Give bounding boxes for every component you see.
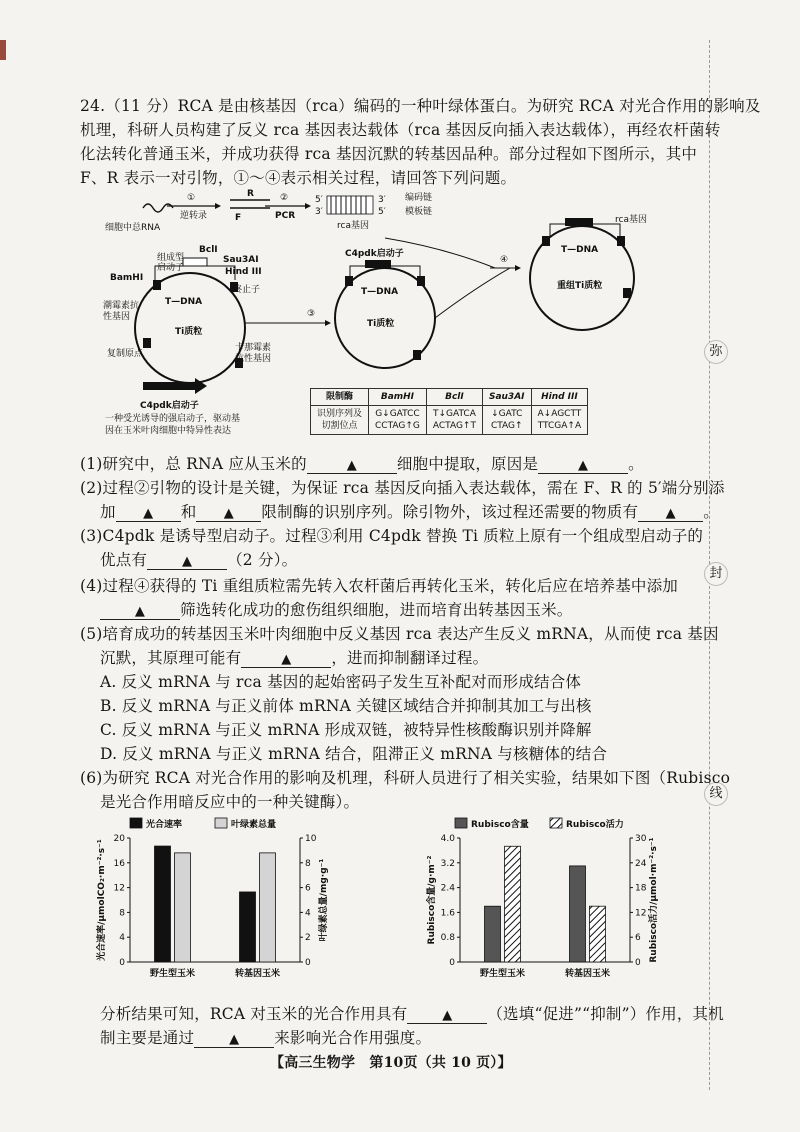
t-dna-label-recomb: T—DNA <box>561 245 599 255</box>
total-rna-label: 细胞中总RNA <box>105 223 161 233</box>
marker-mid-b <box>413 350 421 360</box>
question-line-1: 24.（11 分）RCA 是由核基因（rca）编码的一种叶绿体蛋白。为研究 RCA 对光合作用的影响及 <box>80 97 761 115</box>
enzyme-header-3: Sau3AI <box>482 389 531 406</box>
q4-line-1: (4)过程④获得的 Ti 重组质粒需先转入农杆菌后再转化玉米，转化后应在培养基中添加 <box>80 577 679 595</box>
q5-line-1: (5)培育成功的转基因玉米叶肉细胞中反义基因 rca 表达产生反义 mRNA，从而使 rca 基因 <box>80 625 719 643</box>
q2-blank-3[interactable]: ▲ <box>638 506 703 522</box>
tick-label-right: 18 <box>635 883 647 894</box>
sau3ai-label: Sau3AI <box>223 255 259 265</box>
rca-gene-label: rca基因 <box>337 221 369 231</box>
rna-wave <box>143 204 173 212</box>
tick-label-left: 4.0 <box>440 834 455 844</box>
category-label: 野生型玉米 <box>479 969 526 979</box>
q6-text-f: 来影响光合作用强度。 <box>274 1029 432 1047</box>
tick-label-left: 2.4 <box>440 883 455 894</box>
hyg-resistance-label: 潮霉素抗 <box>103 301 140 311</box>
enzyme-seq-sau3ai <box>482 406 531 435</box>
question-line-2: 机理，科研人员构建了反义 rca 基因表达载体（rca 基因反向插入表达载体），再经农杆菌转 <box>80 121 721 139</box>
q2-text-b: 加 <box>100 503 116 521</box>
q6-line-2: 是光合作用暗反应中的一种关键酶）。 <box>100 793 360 811</box>
q6-line-4 <box>100 1026 431 1048</box>
enzyme-header-0: 限制酶 <box>311 389 369 406</box>
rca-gene-bars <box>327 196 373 214</box>
legend-label: Rubisco活力 <box>566 820 624 830</box>
q1-blank-2[interactable]: ▲ <box>538 458 628 474</box>
y-label-left: Rubisco含量/g·m⁻² <box>427 855 437 945</box>
q5-text-c: ，进而抑制翻译过程。 <box>331 649 489 667</box>
tick-label-right: 0 <box>305 958 311 968</box>
q3-line-1: (3)C4pdk 是诱导型启动子。过程③利用 C4pdk 替换 Ti 质粒上原有一个组成型启动子的 <box>80 527 704 545</box>
q6-blank-2[interactable]: ▲ <box>194 1032 274 1048</box>
tick-label-right: 6 <box>305 883 311 894</box>
q2-text-c: 和 <box>180 503 197 521</box>
recombinant-ti-label: 重组Ti质粒 <box>557 281 603 291</box>
q6-text-e: 制主要是通过 <box>100 1029 195 1047</box>
q6-line-3 <box>100 1002 724 1024</box>
legend-label: Rubisco含量 <box>471 820 529 830</box>
legend-label: 叶绿素总量 <box>231 820 277 830</box>
marker-rec-r <box>617 236 625 246</box>
q6-line-1: (6)为研究 RCA 对光合作用的影响及机理，科研人员进行了相关实验，结果如下图（Rubisco <box>80 769 731 787</box>
tick-label-left: 1.6 <box>440 908 455 919</box>
bcli-label: BclI <box>199 245 218 255</box>
q2-blank-1[interactable]: ▲ <box>116 506 181 522</box>
seq-top: T↓GATCA <box>432 409 476 419</box>
c4pdk-promoter-bar <box>143 382 195 390</box>
tick-label-left: 20 <box>113 834 125 844</box>
q6-text-c: 分析结果可知，RCA 对玉米的光合作用具有 <box>100 1005 408 1023</box>
arrow-step1-head <box>215 203 221 209</box>
q5-option-a[interactable]: A. 反义 mRNA 与 rca 基因的起始密码子发生互补配对而形成结合体 <box>100 673 582 691</box>
q5-blank[interactable]: ▲ <box>241 652 331 668</box>
q3-text-c: （2 分）。 <box>227 551 298 569</box>
q2-blank-2[interactable]: ▲ <box>196 506 261 522</box>
y-label-left: 光合速率/μmolCO₂·m⁻²·s⁻¹ <box>97 839 107 961</box>
step3-label: ③ <box>307 309 316 319</box>
legend-swatch <box>130 818 142 828</box>
bar-光合速率 <box>155 846 171 962</box>
tick-label-right: 8 <box>305 858 311 869</box>
q4-text-b: 筛选转化成功的愈伤组织细胞，进而培育出转基因玉米。 <box>180 601 573 619</box>
marker-mid-l <box>345 276 353 286</box>
arrow-step2-head <box>305 203 311 209</box>
q5-text-b: 沉默，其原理可能有 <box>100 649 242 667</box>
seq-top: A↓AGCTT <box>537 409 582 419</box>
q4-line-2 <box>100 598 573 620</box>
tick-label-right: 2 <box>305 933 311 944</box>
promoter-box <box>183 258 207 266</box>
tick-label-right: 10 <box>305 834 317 844</box>
tick-label-right: 30 <box>635 834 647 844</box>
seq-bottom: TTCGA↑A <box>537 421 582 431</box>
bar-光合速率 <box>240 892 256 962</box>
category-label: 野生型玉米 <box>149 969 196 979</box>
end5-bottom: 5′ <box>378 207 386 217</box>
q3-text-b: 优点有 <box>100 551 148 569</box>
tick-label-left: 3.2 <box>440 858 455 869</box>
bar-叶绿素总量 <box>175 853 191 962</box>
c4pdk-note-1: 一种受光诱导的强启动子，驱动基 <box>105 414 241 424</box>
seq-top: ↓GATC <box>491 409 523 419</box>
ti-plasmid-label-left: Ti质粒 <box>175 327 203 337</box>
y-label-right: Rubisco活力/μmol·m⁻²·s⁻¹ <box>649 837 659 963</box>
reverse-transcription-label: 逆转录 <box>180 211 208 221</box>
marker-mid-r <box>417 276 425 286</box>
tick-label-left: 12 <box>113 883 125 894</box>
enzyme-header-1: BamHI <box>369 389 427 406</box>
q5-option-d[interactable]: D. 反义 mRNA 与正义 mRNA 结合，阻滞正义 mRNA 与核糖体的结合 <box>100 745 608 763</box>
question-line-3: 化法转化普通玉米，并成功获得 rca 基因沉默的转基因品种。部分过程如下图所示，其中 <box>80 145 698 163</box>
legend-swatch <box>455 818 467 828</box>
enzyme-header-2: BclI <box>426 389 482 406</box>
seq-top: G↓GATCC <box>375 409 420 419</box>
tick-label-right: 6 <box>635 933 641 944</box>
seq-bottom: ACTAG↑T <box>432 421 476 431</box>
legend-label: 光合速率 <box>146 820 183 830</box>
page-edge-mark <box>0 40 6 60</box>
primer-f-label: F <box>235 213 242 223</box>
step1-label: ① <box>187 193 196 203</box>
tick-label-right: 24 <box>635 858 647 869</box>
tick-label-left: 8 <box>119 908 125 919</box>
t-dna-label-middle: T—DNA <box>361 287 399 297</box>
ti-plasmid-label-middle: Ti质粒 <box>367 319 395 329</box>
enzyme-seq-bcli <box>426 406 482 435</box>
q1-blank-1[interactable]: ▲ <box>307 458 397 474</box>
seq-bottom: CCTAG↑G <box>375 421 420 431</box>
q5-line-2 <box>100 646 488 668</box>
chart-rubisco <box>410 812 670 992</box>
question-line-4: F、R 表示一对引物，①～④表示相关过程，请回答下列问题。 <box>80 169 517 187</box>
c4pdk-promoter-label: C4pdk启动子 <box>140 401 199 411</box>
origin-label: 复制原点 <box>107 349 144 359</box>
c4pdk-promoter-top-label: C4pdk启动子 <box>345 249 404 259</box>
q2-line-1: (2)过程②引物的设计是关键，为保证 rca 基因反向插入表达载体，需在 F、R 的 5′端分别添 <box>80 479 725 497</box>
tick-label-left: 16 <box>113 858 125 869</box>
marker-rec-b <box>623 288 631 298</box>
coding-strand-label: 编码链 <box>405 193 433 203</box>
bar-Rubisco活力 <box>590 906 606 962</box>
bar-Rubisco含量 <box>570 866 586 962</box>
step2-label: ② <box>280 193 289 203</box>
q5-option-c[interactable]: C. 反义 mRNA 与正义 mRNA 形成双链，被特异性核酸酶识别并降解 <box>100 721 592 739</box>
q1-text-a: (1)研究中，总 RNA 应从玉米的 <box>80 455 307 473</box>
legend-swatch <box>215 818 227 828</box>
c4pdk-in-plasmid <box>365 260 391 268</box>
q6-blank-1[interactable]: ▲ <box>407 1008 487 1024</box>
enzyme-row-label <box>311 406 369 435</box>
tick-label-left: 4 <box>119 933 125 944</box>
q3-line-2 <box>100 548 297 570</box>
tick-label-left: 0 <box>119 958 125 968</box>
end3-top: 3′ <box>378 195 386 205</box>
seal-char-3: 线 <box>704 782 728 806</box>
q5-option-b[interactable]: B. 反义 mRNA 与正义前体 mRNA 关键区域结合并抑制其加工与出核 <box>100 697 592 715</box>
seal-char-1: 弥 <box>704 340 728 364</box>
q1-text-b: 细胞中提取，原因是 <box>396 455 539 473</box>
q1-text-c: 。 <box>628 455 644 473</box>
end5-top: 5′ <box>315 195 323 205</box>
bar-Rubisco活力 <box>505 846 521 962</box>
template-strand-label: 模板链 <box>405 207 433 217</box>
q1-line <box>80 452 644 474</box>
rca-gene-label-2: rca基因 <box>615 215 647 225</box>
constitutive-promoter-label: 组成型 <box>157 253 185 263</box>
enzyme-table <box>310 388 588 435</box>
y-label-right: 叶绿素总量/mg·g⁻¹ <box>319 858 329 942</box>
tick-label-right: 4 <box>305 908 311 919</box>
step4-label: ④ <box>500 255 509 265</box>
q2-text-d: 限制酶的识别序列。除引物外，该过程还需要的物质有 <box>261 503 639 521</box>
marker-left <box>153 280 161 290</box>
constitutive-promoter-label2: 启动子 <box>157 263 185 273</box>
primer-r-label: R <box>247 189 254 199</box>
bar-Rubisco含量 <box>485 906 501 962</box>
rca-in-recomb <box>565 218 593 226</box>
category-label: 转基因玉米 <box>234 969 281 979</box>
legend-swatch <box>550 818 562 828</box>
seq-bottom: CTAG↑ <box>490 421 523 431</box>
arrow-ti-to-step4 <box>435 268 510 318</box>
tick-label-left: 0.8 <box>440 933 455 944</box>
q3-blank[interactable]: ▲ <box>147 554 227 570</box>
page-footer: 【高三生物学 第10页（共 10 页）】 <box>270 1055 512 1071</box>
q2-line-2 <box>100 500 719 522</box>
row-label-line1: 识别序列及 <box>317 409 363 419</box>
marker-origin <box>143 338 151 348</box>
q2-text-e: 。 <box>703 503 719 521</box>
kan-resistance-label2: 抗性基因 <box>235 354 272 364</box>
end3-bottom: 3′ <box>315 207 323 217</box>
category-label: 转基因玉米 <box>564 969 611 979</box>
tick-label-right: 12 <box>635 908 647 919</box>
chart-photosynthesis-chlorophyll <box>90 812 340 992</box>
arrow-step4-head <box>515 265 521 271</box>
q6-text-d: （选填“促进”“抑制”）作用，其机 <box>487 1005 724 1023</box>
c4pdk-note-2: 因在玉米叶肉细胞中特异性表达 <box>105 426 232 436</box>
row-label-line2: 切割位点 <box>321 421 358 431</box>
bar-叶绿素总量 <box>260 853 276 962</box>
tick-label-right: 0 <box>635 958 641 968</box>
terminator-label: 终止子 <box>233 285 261 295</box>
enzyme-header-4: Hind III <box>531 389 588 406</box>
hindiii-label: Hind III <box>225 267 262 277</box>
enzyme-seq-hindiii <box>531 406 588 435</box>
t-dna-label-left: T—DNA <box>165 297 203 307</box>
q4-blank[interactable]: ▲ <box>100 604 180 620</box>
kan-resistance-label: 卡那霉素 <box>235 343 272 353</box>
arrow-step3-head <box>325 320 331 326</box>
marker-rec-l <box>542 236 550 246</box>
enzyme-seq-bamhi <box>369 406 427 435</box>
tick-label-left: 0 <box>449 958 455 968</box>
seal-char-2: 封 <box>704 562 728 586</box>
hyg-resistance-label2: 性基因 <box>103 312 131 322</box>
pcr-label: PCR <box>275 211 296 221</box>
bamhi-label: BamHI <box>110 273 144 283</box>
